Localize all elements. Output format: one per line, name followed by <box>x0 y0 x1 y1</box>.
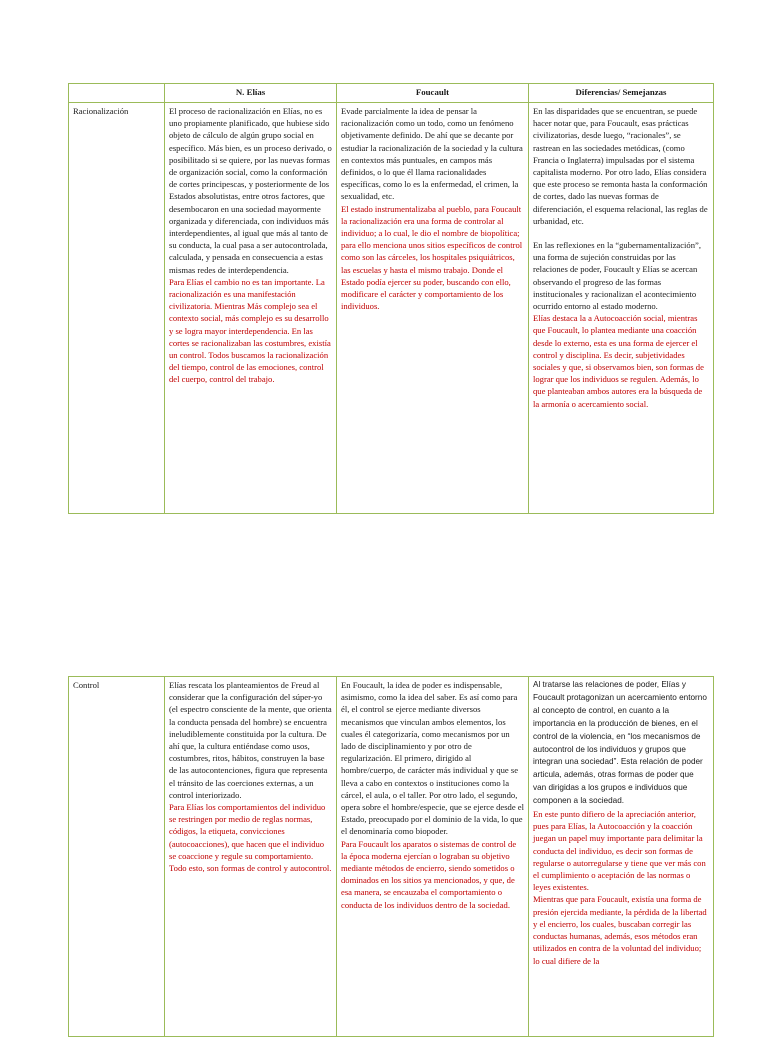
table-row-control <box>69 677 714 1037</box>
paragraph: En las reflexiones en la “gubernamentalización”, una forma de sujeción construidas por las relaciones de poder, Foucault y Elías se acercan observando el progreso de las formas institucionales y racionalizan el acontecimiento ocurrido entorno al estado moderno. <box>533 240 701 312</box>
paragraph: En este punto difiero de la apreciación anterior, pues para Elías, la Autocoacción y la coacción juegan un papel muy importante para delimitar la conducta del individuo, es decir son formas de regularse o autorregularse y tiene que ver más con el cumplimiento o aceptación de las normas o leyes existentes. <box>533 809 706 893</box>
paragraph: Evade parcialmente la idea de pensar la racionalización como un todo, como un fenómeno objetivamente definido. De ahí que se decante por estudiar la racionalización de la sociedad y la cultura en contextos más puntuales, en campos más definidos, o lo que él llama racionalidades específicas, como lo es la enfermedad, el crimen, la sexualidad, etc. <box>341 106 523 202</box>
cell-elias-control <box>165 677 337 1037</box>
header-elias: N. Elías <box>165 84 337 103</box>
cell-diferencias-racionalizacion <box>529 103 714 514</box>
cell-foucault-control <box>337 677 529 1037</box>
paragraph: Al tratarse las relaciones de poder, Elías y Foucault protagonizan un acercamiento entorno al concepto de control, en cuanto a la importancia en la producción de bienes, en el control de la violencia, en “los mecanismos de autocontrol de los individuos y grupos que integran una sociedad”. Esta relación de poder articula, además, otras formas de poder que van dirigidas a los grupos e individuos que componen a la sociedad. <box>533 680 707 806</box>
paragraph: Para Elías los comportamientos del individuo se restringen por medio de reglas normas, códigos, la etiqueta, convicciones (autocoacciones), que hacen que el individuo se coaccione y regule su comportamiento. Todo esto, son formas de control y autocontrol. <box>169 802 332 874</box>
paragraph: Mientras que para Foucault, existía una forma de presión ejercida mediante, la pérdida de la libertad y el encierro, los cuales, buscaban corregir las conductas humanas, además, esos métodos eran utilizados en contra de la voluntad del individuo; lo cual difiere de la <box>533 894 707 966</box>
paragraph: Para Foucault los aparatos o sistemas de control de la época moderna ejercían o lograban su objetivo mediante métodos de encierro, siendo sometidos o dominados en los sitios ya mencionados, y que, de esa manera, se encauzaba el comportamiento o conducta de los individuos dentro de la sociedad. <box>341 838 517 910</box>
row-label-racionalizacion: Racionalización <box>69 103 165 514</box>
comparison-table-1 <box>68 83 714 514</box>
header-empty <box>69 84 165 103</box>
paragraph: En Foucault, la idea de poder es indispensable, asimismo, como la idea del saber. Es así como para él, el control se ejerce mediante diversos mecanismos que vinculan ambos elementos, los cuales él categorizaría, como mecanismos por un lado de disciplinamiento y por otro de regularización. El primero, dirigido al hombre/cuerpo, de carácter más individual y que se lleva a cabo en contextos o instituciones como la cárcel, el aula, o el taller. Por otro lado, el segundo, opera sobre el hombre/especie, que se ejerce desde el Estado, preocupado por el dominio de la vida, lo que el denominaría como biopoder. <box>341 680 525 837</box>
paragraph: En las disparidades que se encuentran, se puede hacer notar que, para Foucault, esas prácticas civilizatorias, desde luego, “racionales”, se rastrean en las sociedades metódicas, (como Francia o Inglaterra) impulsadas por el sistema capitalista moderno. Por otro lado, Elías considera que este proceso se remonta hasta la conformación de cortes, dado las nuevas formas de diferenciación, el esquema relacional, las reglas de urbanidad, etc. <box>533 106 708 226</box>
paragraph: El proceso de racionalización en Elías, no es uno propiamente planificado, que hubiese sido objeto de cálculo de algún grupo social en específico. Más bien, es un proceso derivado, o posibilitado si se quiere, por las nuevas formas de organización social, como la conformación de cortes principescas, y posteriormente de los Estados absolutistas, entre otros factores, que desembocaron en una sociedad mayormente organizada y diferenciada, con individuos más interdependientes, al igual que más al tanto de su conducta, la cual pasa a ser autocontrolada, calculada, y pensada en consecuencia a estas mismas redes de interdependencia. <box>169 106 332 275</box>
paragraph: Elías destaca la a Autocoacción social, mientras que Foucault, lo plantea mediante una coacción desde lo externo, esta es una forma de ejercer el control y disciplina. Es decir, subjetividades sociales y que, si observamos bien, son formas de lograr que los individuos se regulen. Además, lo que planteaban ambos autores era la búsqueda de la armonía o acercamiento social. <box>533 313 704 409</box>
header-diferencias: Diferencias/ Semejanzas <box>529 84 714 103</box>
paragraph: Para Elías el cambio no es tan importante. La racionalización es una manifestación civilizatoria. Mientras Más complejo sea el contexto social, más complejo es su desarrollo y se logra mayor interdependencia. En las cortes se racionalizaban las costumbres, existía un control. Todos buscamos la racionalización del tiempo, control de las emociones, control del cuerpo, control del trabajo. <box>169 276 331 385</box>
row-label-control: Control <box>69 677 165 1037</box>
cell-elias-racionalizacion <box>165 103 337 514</box>
header-foucault: Foucault <box>337 84 529 103</box>
paragraph: El estado instrumentalizaba al pueblo, para Foucault la racionalización era una forma de controlar al individuo; a lo cual, le dio el nombre de biopolítica; para ello menciona unos sitios específicos de control como son las cárceles, los hospitales psiquiátricos, las escuelas y hasta el mismo trabajo. Donde el Estado podía ejercer su poder, buscando con ello, modificare el carácter y comportamiento de los individuos. <box>341 203 523 312</box>
header-row <box>69 84 714 103</box>
cell-diferencias-control <box>529 677 714 1037</box>
paragraph: Elías rescata los planteamientos de Freud al considerar que la configuración del súper-yo (el espectro consciente de la mente, que orienta la conducta pensada del hombre) se encuentra ineludiblemente constituida por la cultura. De ahí que, la cultura entiéndase como usos, costumbres, ritos, hábitos, construyen la base de las autocontenciones, figura que representa el tránsito de las coerciones externas, a un control interiorizado. <box>169 680 332 800</box>
table-row-racionalizacion <box>69 103 714 514</box>
comparison-table-2 <box>68 676 714 1037</box>
cell-foucault-racionalizacion <box>337 103 529 514</box>
